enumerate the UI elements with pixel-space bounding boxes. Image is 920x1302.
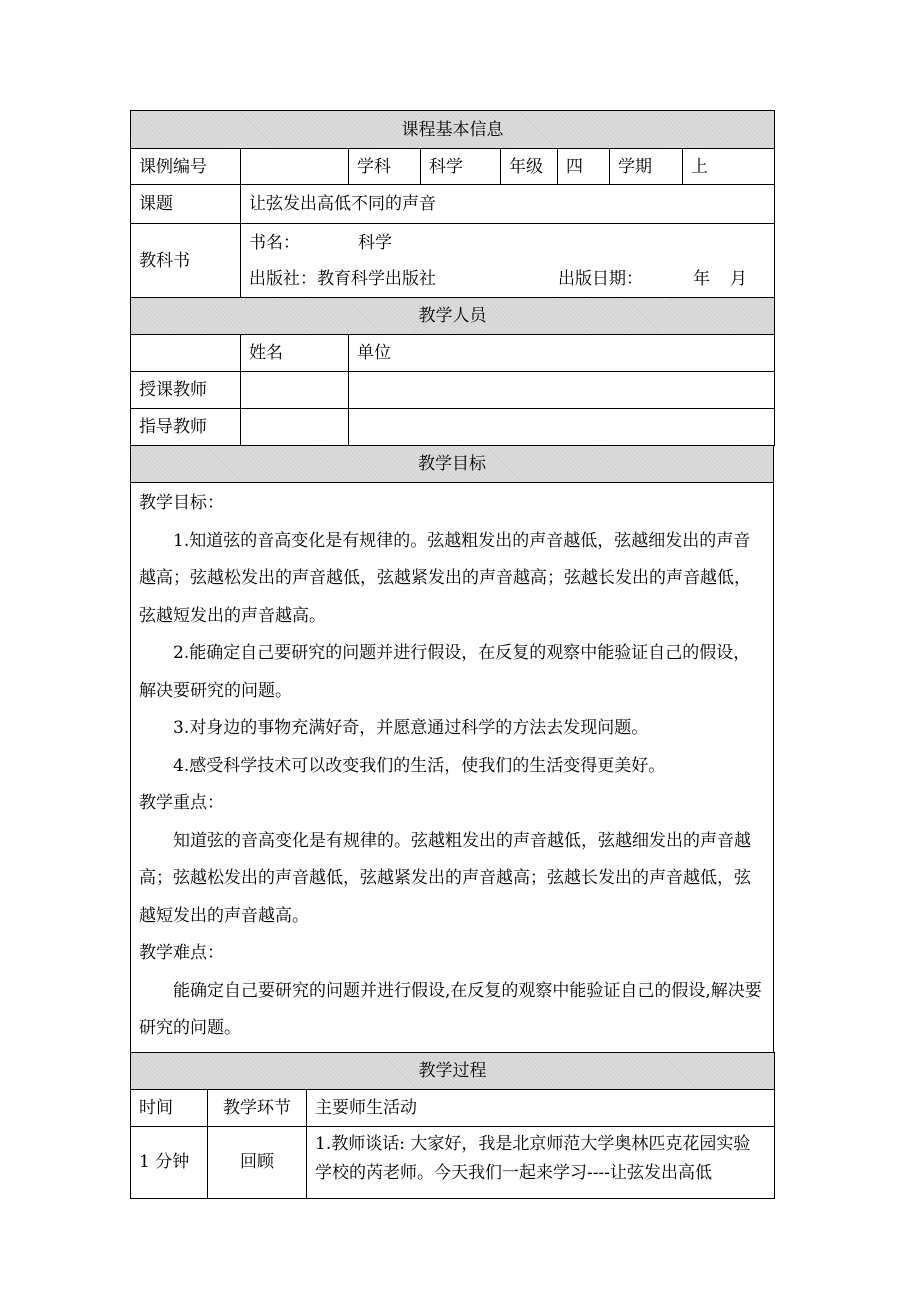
publisher-row: [249, 261, 766, 297]
difficulty-label: 教学难点：: [139, 943, 224, 963]
staff-table: [130, 297, 775, 446]
col-stage-header: 教学环节: [208, 1089, 307, 1126]
process-stage: 回顾: [208, 1126, 307, 1198]
key-point-label: 教学重点：: [139, 793, 224, 813]
table-row: [131, 372, 775, 409]
textbook-label: 教科书: [131, 224, 241, 298]
pub-year-label: 年: [693, 269, 710, 289]
case-no-value: [241, 149, 349, 185]
book-name-row: [249, 224, 766, 261]
role-advisor: 指导教师: [131, 409, 241, 446]
goals-content: [131, 483, 774, 1053]
goal-item-4: 4.感受科学技术可以改变我们的生活，使我们的生活变得更美好。: [173, 755, 666, 776]
table-row: [131, 409, 775, 446]
topic-value: 让弦发出高低不同的声音: [241, 185, 775, 224]
book-name-label: 书名：: [249, 232, 300, 253]
role-lecturer: 授课教师: [131, 372, 241, 409]
section-title-process: 教学过程: [131, 1052, 775, 1089]
case-no-label: 课例编号: [131, 149, 241, 185]
topic-label: 课题: [131, 185, 241, 224]
col-time-header: 时间: [131, 1089, 208, 1126]
goals-table: [130, 445, 774, 1053]
table-row: [131, 1126, 775, 1198]
pub-date-label: 出版日期：: [558, 269, 643, 289]
advisor-unit: [349, 409, 775, 446]
goal-item-1: 1.知道弦的音高变化是有规律的。弦越粗发出的声音越低，弦越细发出的声音越高；弦越松发出的声音越低，弦越紧发出的声音越高；弦越长发出的声音越低，弦越短发出的声音越高。: [139, 530, 751, 626]
section-title-goals: 教学目标: [131, 446, 774, 483]
publisher-label: 出版社：: [249, 269, 317, 289]
process-table: [130, 1052, 775, 1199]
textbook-details: [241, 224, 775, 298]
staff-corner-cell: [131, 335, 241, 372]
goals-label: 教学目标：: [139, 493, 224, 513]
process-activity: 1.教师谈话: 大家好，我是北京师范大学奥林匹克花园实验学校的芮老师。今天我们一起来学习----让弦发出高低: [307, 1126, 775, 1198]
grade-label: 年级: [501, 149, 558, 185]
goal-item-3: 3.对身边的事物充满好奇，并愿意通过科学的方法去发现问题。: [173, 718, 649, 738]
goal-item-2: 2.能确定自己要研究的问题并进行假设，在反复的观察中能验证自己的假设，解决要研究的问题。: [139, 643, 751, 701]
pub-month-label: 月: [730, 269, 747, 289]
col-unit-header: 单位: [349, 335, 775, 372]
term-value: 上: [683, 149, 775, 185]
col-name-header: 姓名: [241, 335, 349, 372]
process-time: 1 分钟: [131, 1126, 208, 1198]
grade-value: 四: [558, 149, 610, 185]
section-title-basic: 课程基本信息: [131, 111, 775, 149]
lecturer-unit: [349, 372, 775, 409]
lesson-plan-sheet: [130, 110, 774, 1199]
section-title-staff: 教学人员: [131, 298, 775, 335]
difficulty-text: 能确定自己要研究的问题并进行假设,在反复的观察中能验证自己的假设,解决要研究的问题。: [139, 980, 762, 1038]
basic-info-table: [130, 110, 775, 298]
book-name-value: 科学: [358, 232, 392, 253]
lecturer-name: [241, 372, 349, 409]
publisher-value: 教育科学出版社: [317, 269, 436, 289]
col-activity-header: 主要师生活动: [307, 1089, 775, 1126]
subject-value: 科学: [421, 149, 501, 185]
term-label: 学期: [610, 149, 683, 185]
key-point-text: 知道弦的音高变化是有规律的。弦越粗发出的声音越低，弦越细发出的声音越高；弦越松发出的声音越低，弦越紧发出的声音越高；弦越长发出的声音越低，弦越短发出的声音越高。: [139, 830, 751, 926]
advisor-name: [241, 409, 349, 446]
subject-label: 学科: [349, 149, 421, 185]
